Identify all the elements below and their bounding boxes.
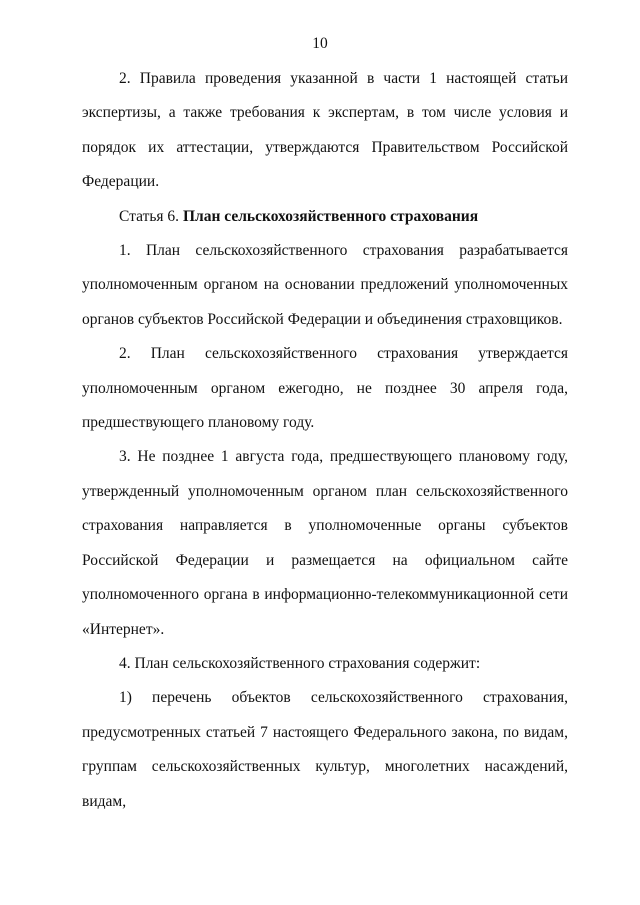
article-6-prefix: Статья 6. — [119, 207, 180, 225]
article-6-title: План сельскохозяйственного страхования — [182, 207, 479, 225]
article-6-paragraph-1: 1. План сельскохозяйственного страхования разрабатывается уполномоченным органом на основании предложений уполномоченных органов субъектов Российской Федерации и объединения страховщиков. — [82, 242, 568, 328]
article-6-paragraph-4-item-1: 1) перечень объектов сельскохозяйственного страхования, предусмотренных статьей 7 настоящего Федерального закона, по видам, группам сельскохозяйственных культур, многолетних насаждений, видам, — [82, 689, 568, 810]
page-number: 10 — [312, 35, 328, 52]
article-6-heading — [82, 200, 568, 234]
paragraph-rules-expertise: 2. Правила проведения указанной в части 1 настоящей статьи экспертизы, а также требования к экспертам, в том числе условия и порядок их аттестации, утверждаются Правительством Российской Федерации. — [82, 70, 568, 191]
article-6-paragraph-3: 3. Не позднее 1 августа года, предшествующего плановому году, утвержденный уполномоченным органом план сельскохозяйственного страхования направляется в уполномоченные органы субъектов Российской Федерации и размещается на официальном сайте уполномоченного органа в информационно-телекоммуникационной сети «Интернет». — [82, 448, 568, 638]
article-6-paragraph-4: 4. План сельскохозяйственного страхования содержит: — [119, 654, 481, 672]
document-body — [82, 62, 568, 819]
article-6-paragraph-2: 2. План сельскохозяйственного страхования утверждается уполномоченным органом ежегодно, не позднее 30 апреля года, предшествующего плановому году. — [82, 345, 568, 432]
